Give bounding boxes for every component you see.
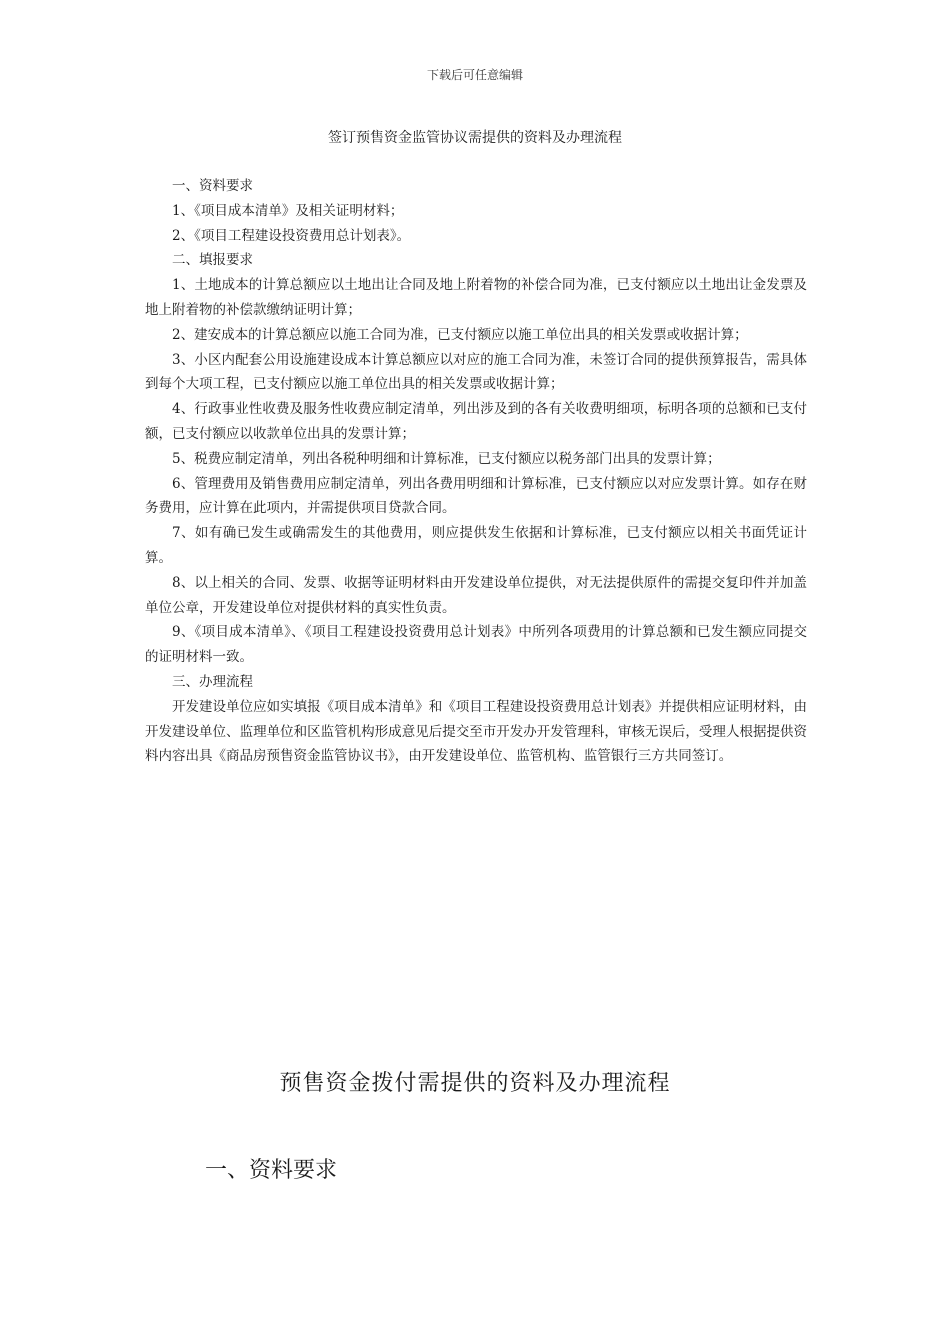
filling-item-8: 8、以上相关的合同、发票、收据等证明材料由开发建设单位提供，对无法提供原件的需提交复印件并加盖单位公章，开发建设单位对提供材料的真实性负责。 [145,574,807,616]
section-heading-materials: 一、资料要求 [172,178,253,194]
filling-item-3: 3、小区内配套公用设施建设成本计算总额应以对应的施工合同为准，未签订合同的提供预算报告，需具体到每个大项工程，已支付额应以施工单位出具的相关发票或收据计算； [145,351,807,393]
document-body [145,174,807,769]
filling-item-6: 6、管理费用及销售费用应制定清单，列出各费用明细和计算标准，已支付额应以对应发票计算。如存在财务费用，应计算在此项内，并需提供项目贷款合同。 [145,475,807,517]
second-section-heading: 一、资料要求 [205,1158,338,1183]
filling-item-5: 5、税费应制定清单，列出各税种明细和计算标准，已支付额应以税务部门出具的发票计算； [172,450,721,467]
filling-item-9: 9、《项目成本清单》、《项目工程建设投资费用总计划表》中所列各项费用的计算总额和已发生额应同提交的证明材料一致。 [145,624,807,666]
page-header-note: 下载后可任意编辑 [426,68,523,82]
filling-item-7: 7、如有确已发生或确需发生的其他费用，则应提供发生依据和计算标准，已支付额应以相关书面凭证计算。 [145,525,807,566]
process-paragraph: 开发建设单位应如实填报《项目成本清单》和《项目工程建设投资费用总计划表》并提供相应证明材料，由开发建设单位、监理单位和区监管机构形成意见后提交至市开发办开发管理科，审核无误后，受理人根据提供资料内容出具《商品房预售资金监管协议书》，由开发建设单位、监管机构、监管银行三方共同签订。 [145,698,807,765]
material-item-2: 2、《项目工程建设投资费用总计划表》。 [172,227,411,244]
section-heading-filling: 二、填报要求 [172,252,253,269]
filling-item-4: 4、行政事业性收费及服务性收费应制定清单，列出涉及到的各有关收费明细项，标明各项的总额和已支付额，已支付额应以收款单位出具的发票计算； [145,401,807,442]
filling-item-1: 1、土地成本的计算总额应以土地出让合同及地上附着物的补偿合同为准，已支付额应以土地出让金发票及地上附着物的补偿款缴纳证明计算； [145,277,807,318]
filling-item-2: 2、建安成本的计算总额应以施工合同为准，已支付额应以施工单位出具的相关发票或收据计算； [172,326,748,343]
second-document-title: 预售资金拨付需提供的资料及办理流程 [279,1071,671,1096]
document-title: 签订预售资金监管协议需提供的资料及办理流程 [328,130,622,146]
material-item-1: 1、《项目成本清单》及相关证明材料； [172,202,404,219]
section-heading-process: 三、办理流程 [172,673,253,690]
